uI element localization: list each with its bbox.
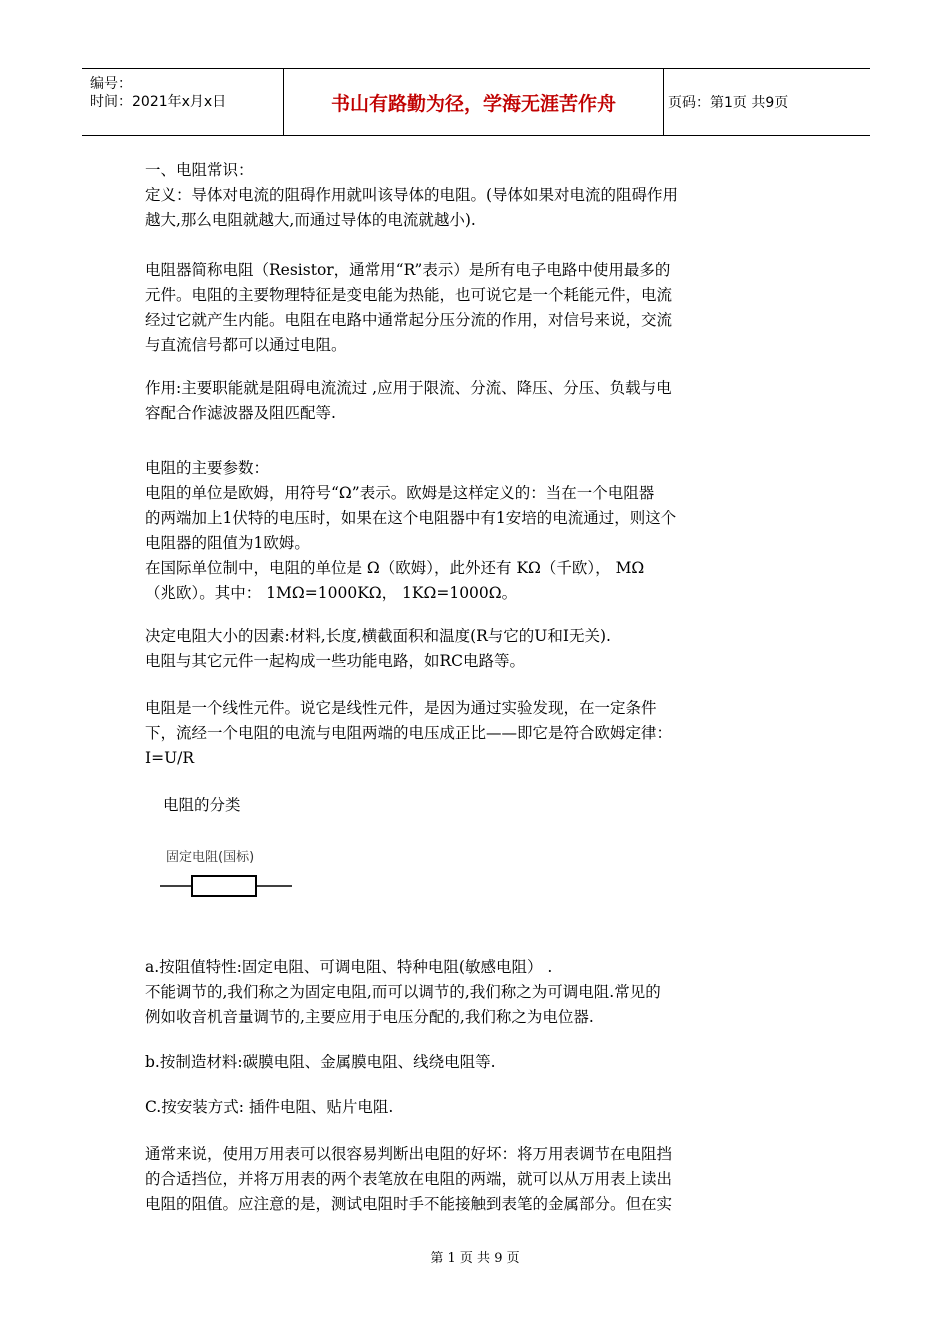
doc-code-label: 编号： xyxy=(90,76,132,92)
text-line: 的合适挡位，并将万用表的两个表笔放在电阻的两端，就可以从万用表上读出 xyxy=(145,1170,673,1188)
text-line: 例如收音机音量调节的,主要应用于电压分配的,我们称之为电位器. xyxy=(145,1008,594,1026)
text-line: 决定电阻大小的因素:材料,长度,横截面积和温度(R与它的U和I无关). xyxy=(145,627,611,645)
text-line: 在国际单位制中，电阻的单位是 Ω（欧姆），此外还有 KΩ（千欧）， MΩ xyxy=(145,559,645,577)
text-line: 电阻与其它元件一起构成一些功能电路，如RC电路等。 xyxy=(145,652,526,670)
header-left-cell xyxy=(82,69,284,135)
text-line: 的两端加上1伏特的电压时，如果在这个电阻器中有1安培的电流通过，则这个 xyxy=(145,509,677,527)
figure-label: 固定电阻(国标) xyxy=(166,850,255,865)
text-line: 定义：导体对电流的阻碍作用就叫该导体的电阻。(导体如果对电流的阻碍作用 xyxy=(145,186,679,204)
text-line: C.按安装方式: 插件电阻、贴片电阻. xyxy=(145,1098,394,1116)
text-line: 不能调节的,我们称之为固定电阻,而可以调节的,我们称之为可调电阻.常见的 xyxy=(145,983,661,1001)
text-line: 元件。电阻的主要物理特征是变电能为热能，也可说它是一个耗能元件，电流 xyxy=(145,286,673,304)
text-line: 作用:主要职能就是阻碍电流流过 ,应用于限流、分流、降压、分压、负载与电 xyxy=(145,379,672,397)
body-text-top xyxy=(145,158,815,771)
text-line: 一、电阻常识： xyxy=(145,161,254,179)
text-line: 容配合作滤波器及阻匹配等. xyxy=(145,404,336,422)
text-line: 与直流信号都可以通过电阻。 xyxy=(145,336,347,354)
page-footer: 第 1 页 共 9 页 xyxy=(430,1251,520,1266)
text-line: 下，流经一个电阻的电流与电阻两端的电压成正比——即它是符合欧姆定律： xyxy=(145,724,673,742)
text-line: b.按制造材料:碳膜电阻、金属膜电阻、线绕电阻等. xyxy=(145,1053,496,1071)
header-page-label: 页码：第1页 共9页 xyxy=(668,95,789,111)
text-line: 电阻器简称电阻（Resistor，通常用“R”表示）是所有电子电路中使用最多的 xyxy=(145,261,671,279)
text-line: 电阻器的阻值为1欧姆。 xyxy=(145,534,310,552)
header-motto: 书山有路勤为径，学海无涯苦作舟 xyxy=(284,69,664,135)
text-line: 电阻的主要参数： xyxy=(145,459,270,477)
text-line: a.按阻值特性:固定电阻、可调电阻、特种电阻(敏感电阻） . xyxy=(145,958,553,976)
header-table xyxy=(82,68,870,136)
body-text-bottom xyxy=(145,955,815,1217)
text-line: 越大,那么电阻就越大,而通过导体的电流就越小). xyxy=(145,211,476,229)
text-line: 电阻是一个线性元件。说它是线性元件，是因为通过实验发现，在一定条件 xyxy=(145,699,657,717)
doc-time-label: 时间：2021年x月x日 xyxy=(90,94,227,110)
text-line: 经过它就产生内能。电阻在电路中通常起分压分流的作用，对信号来说，交流 xyxy=(145,311,673,329)
text-line: 电阻的单位是欧姆，用符号“Ω”表示。欧姆是这样定义的：当在一个电阻器 xyxy=(145,484,655,502)
text-line: （兆欧）。其中： 1MΩ=1000KΩ， 1KΩ=1000Ω。 xyxy=(145,584,518,602)
text-line: 通常来说，使用万用表可以很容易判断出电阻的好坏：将万用表调节在电阻挡 xyxy=(145,1145,673,1163)
text-line: 电阻的阻值。应注意的是，测试电阻时手不能接触到表笔的金属部分。但在实 xyxy=(145,1195,673,1213)
text-line: I=U/R xyxy=(145,749,195,767)
resistor-symbol-icon xyxy=(158,872,298,900)
section-title: 电阻的分类 xyxy=(163,796,241,814)
